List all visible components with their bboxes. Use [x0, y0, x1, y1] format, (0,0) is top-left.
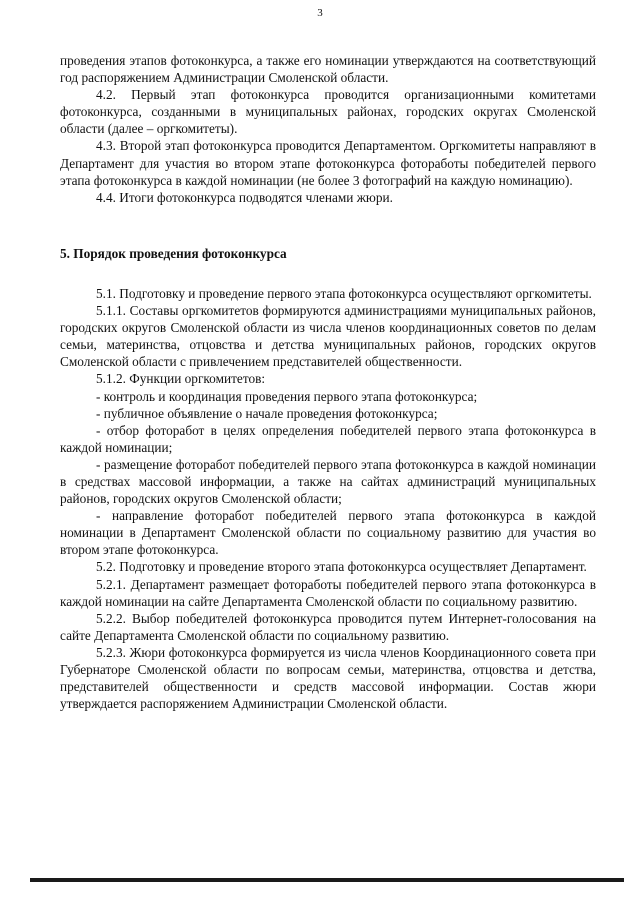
document-body: [60, 52, 596, 712]
list-item: - отбор фоторабот в целях определения победителей первого этапа фотоконкурса в каждой номинации;: [60, 422, 596, 455]
list-item: - контроль и координация проведения первого этапа фотоконкурса;: [96, 388, 478, 404]
page-number: 3: [317, 7, 323, 19]
list-item: - размещение фоторабот победителей первого этапа фотоконкурса в каждой номинации в средствах массовой информации, а также на сайтах администраций муниципальных районов, городских округов Смоленской области;: [60, 456, 596, 507]
paragraph: 5.2.3. Жюри фотоконкурса формируется из числа членов Координационного совета при Губернаторе Смоленской области по вопросам семьи, материнства, отцовства и детства, представителей общественности и средств массовой информации. Состав жюри утверждается распоряжением Администрации Смоленской области.: [60, 644, 596, 712]
paragraph: 4.2. Первый этап фотоконкурса проводится организационными комитетами фотоконкурса, созданными в муниципальных районах, городских округах Смоленской области (далее – оргкомитеты).: [60, 87, 596, 137]
section-title: 5. Порядок проведения фотоконкурса: [60, 245, 287, 261]
paragraph: проведения этапов фотоконкурса, а также его номинации утверждаются на соответствующий год распоряжением Администрации Смоленской области.: [60, 53, 596, 86]
paragraph: 5.2. Подготовку и проведение второго этапа фотоконкурса осуществляет Департамент.: [96, 559, 587, 575]
list-item: - публичное объявление о начале проведения фотоконкурса;: [96, 405, 438, 421]
paragraph: 5.2.1. Департамент размещает фотоработы победителей первого этапа фотоконкурса в каждой номинации на сайте Департамента Смоленской области по социальному развитию.: [60, 576, 596, 609]
list-item: - направление фоторабот победителей первого этапа фотоконкурса в каждой номинации в Департамент Смоленской области по социальному развитию для участия во втором этапе фотоконкурса.: [60, 508, 596, 558]
paragraph: 5.1.1. Составы оргкомитетов формируются администрациями муниципальных районов, городских округов Смоленской области из числа членов координационных советов по делам семьи, материнства, отцовства и детства муниципальных районов, городских округов Смоленской области с привлечением представителей общественности.: [60, 303, 596, 370]
paragraph: 5.2.2. Выбор победителей фотоконкурса проводится путем Интернет-голосования на сайте Департамента Смоленской области по социальному развитию.: [60, 610, 596, 643]
paragraph: 4.3. Второй этап фотоконкурса проводится Департаментом. Оргкомитеты направляют в Департамент для участия во втором этапе фотоконкурса фотоработы победителей первого этапа фотоконкурса в каждой номинации (не более 3 фотографий на каждую номинацию).: [60, 138, 596, 188]
paragraph: 5.1.2. Функции оргкомитетов:: [96, 371, 266, 387]
paragraph: 4.4. Итоги фотоконкурса подводятся членами жюри.: [96, 189, 393, 205]
page-bottom-rule: [30, 878, 624, 882]
paragraph: 5.1. Подготовку и проведение первого этапа фотоконкурса осуществляют оргкомитеты.: [96, 285, 592, 301]
